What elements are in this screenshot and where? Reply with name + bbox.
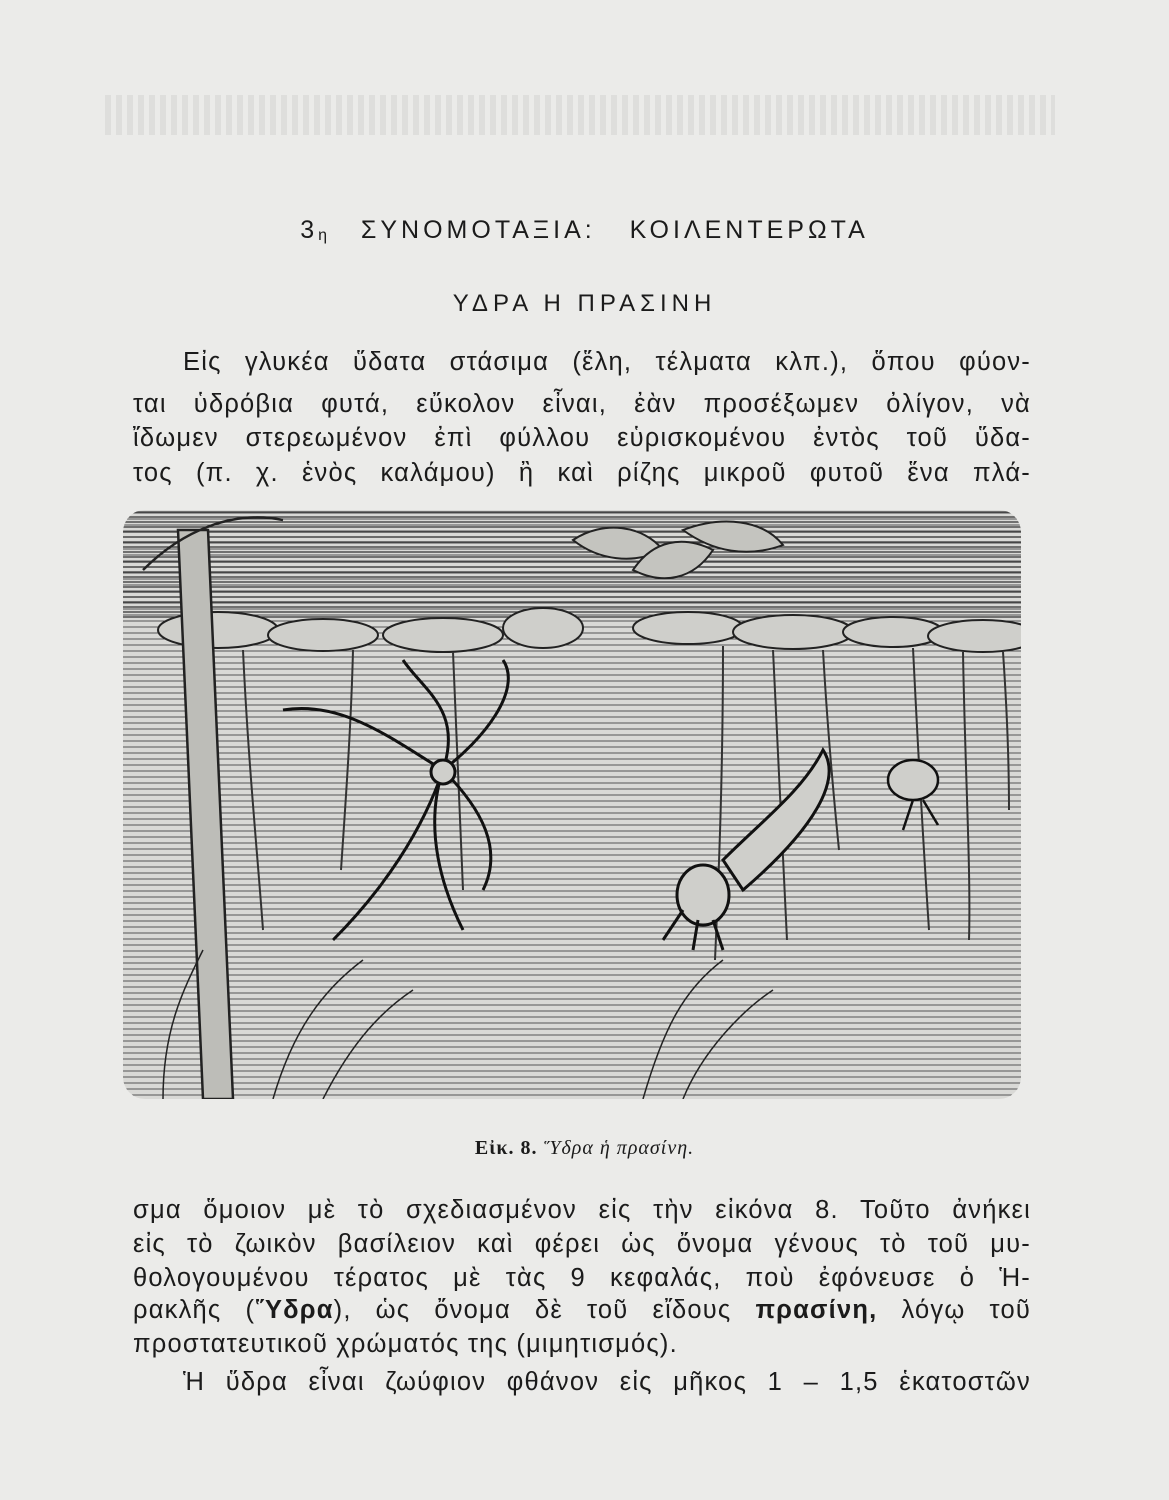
paragraph2-line bbox=[133, 1296, 1031, 1325]
paragraph2-line4-middle: ), ὡς ὄνομα δὲ τοῦ εἴδους bbox=[333, 1296, 732, 1324]
chapter-heading bbox=[0, 216, 1169, 245]
paragraph1-line: ἴδωμεν στερεωμένον ἐπὶ φύλλου εὑρισκομένου ἐντὸς τοῦ ὕδα- bbox=[133, 424, 1031, 452]
chapter-subtitle: ΚΟΙΛΕΝΤΕΡΩΤΑ bbox=[629, 216, 869, 244]
show-through-text bbox=[105, 95, 1055, 135]
paragraph2-line4-start: ρακλῆς ( bbox=[133, 1296, 256, 1324]
chapter-number-superscript: η bbox=[318, 227, 328, 244]
paragraph1-line: Εἰς γλυκέα ὕδατα στάσιμα (ἕλη, τέλματα κλπ.), ὅπου φύον- bbox=[183, 348, 1031, 376]
hydra-illustration bbox=[123, 510, 1021, 1099]
genus-name: Ὕδρα bbox=[255, 1296, 334, 1324]
paragraph1-line: τος (π. χ. ἑνὸς καλάμου) ἢ καὶ ρίζης μικροῦ φυτοῦ ἕνα πλά- bbox=[133, 459, 1031, 487]
paragraph2-line4-end: λόγῳ τοῦ bbox=[901, 1296, 1031, 1324]
paragraph2-line: προστατευτικοῦ χρώματός της (μιμητισμός). bbox=[133, 1330, 678, 1358]
chapter-title: ΣΥΝΟΜΟΤΑΞΙΑ: bbox=[360, 216, 596, 244]
paragraph1-line: ται ὑδρόβια φυτά, εὔκολον εἶναι, ἐὰν προσέξωμεν ὀλίγον, νὰ bbox=[133, 390, 1031, 418]
figure-caption bbox=[0, 1137, 1169, 1160]
section-title: ΥΔΡΑ Η ΠΡΑΣΙΝΗ bbox=[452, 290, 717, 317]
caption-label: Εἰκ. 8. bbox=[474, 1137, 538, 1159]
caption-text: Ὕδρα ἡ πρασίνη. bbox=[543, 1137, 695, 1159]
surface-shading bbox=[123, 510, 1021, 620]
paragraph3-line: Ἡ ὕδρα εἶναι ζωύφιον φθάνον εἰς μῆκος 1 – 1,5 ἑκατοστῶν bbox=[183, 1368, 1031, 1396]
paragraph2-line: θολογουμένου τέρατος μὲ τὰς 9 κεφαλάς, ποὺ ἐφόνευσε ὁ Ἡ- bbox=[133, 1264, 1031, 1292]
paragraph2-line: εἰς τὸ ζωικὸν βασίλειον καὶ φέρει ὡς ὄνομα γένους τὸ τοῦ μυ- bbox=[133, 1230, 1031, 1258]
chapter-number: 3 bbox=[300, 216, 319, 244]
paragraph2-line: σμα ὅμοιον μὲ τὸ σχεδιασμένον εἰς τὴν εἰκόνα 8. Τοῦτο ἀνήκει bbox=[133, 1196, 1031, 1224]
species-name: πρασίνη, bbox=[755, 1296, 878, 1324]
